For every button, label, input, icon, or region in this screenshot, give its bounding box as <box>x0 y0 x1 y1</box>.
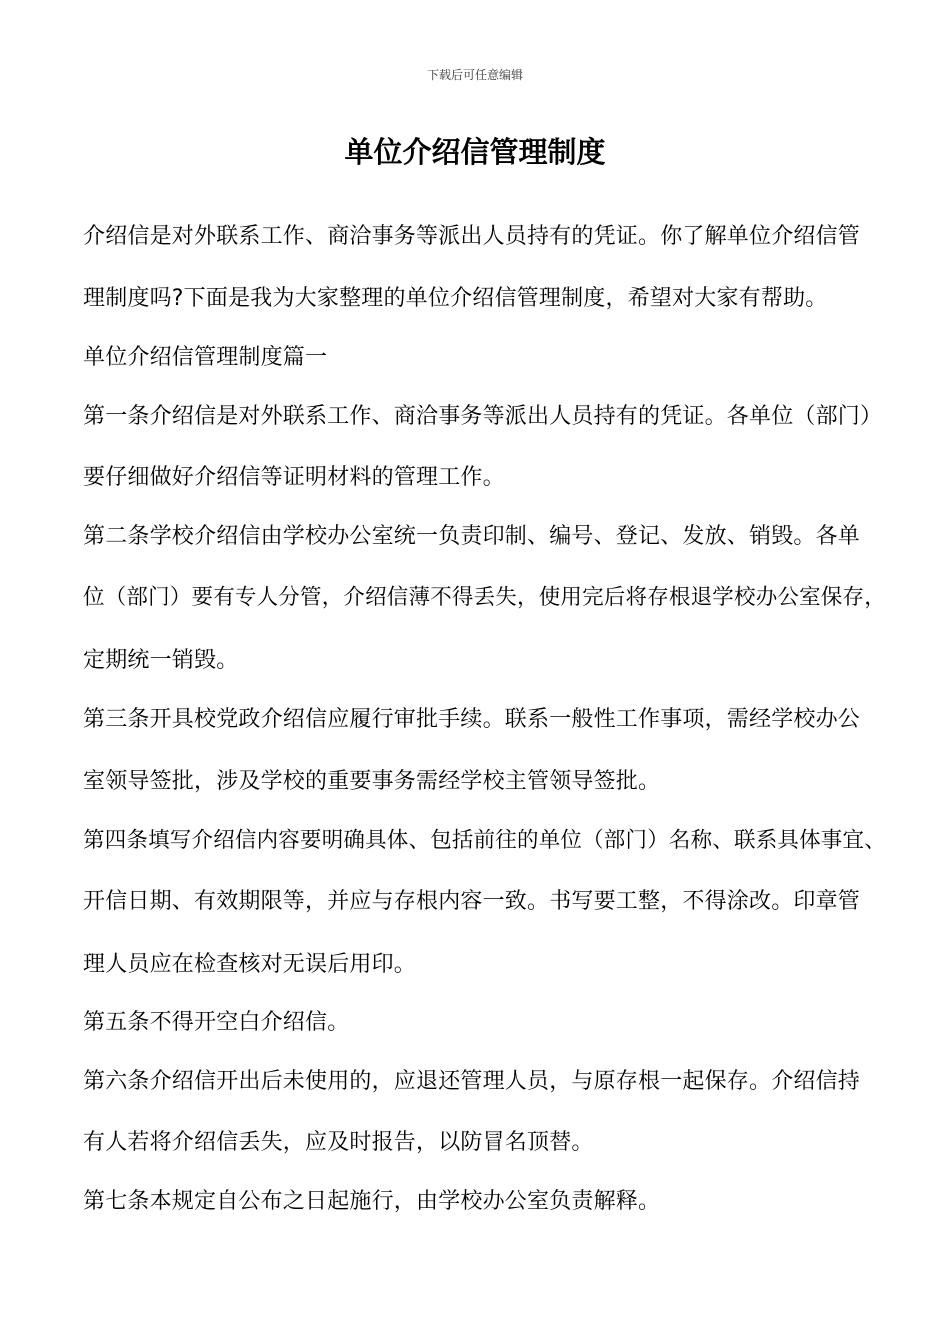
body-line: 第四条填写介绍信内容要明确具体、包括前往的单位（部门）名称、联系具体事宜、 <box>83 828 886 853</box>
section-heading: 单位介绍信管理制度篇一 <box>83 345 328 370</box>
body-line: 第二条学校介绍信由学校办公室统一负责印制、编号、登记、发放、销毁。各单 <box>83 524 861 549</box>
body-line: 介绍信是对外联系工作、商洽事务等派出人员持有的凭证。你了解单位介绍信管 <box>83 224 861 249</box>
body-line: 有人若将介绍信丢失，应及时报告，以防冒名顶替。 <box>83 1130 594 1155</box>
body-line: 室领导签批，涉及学校的重要事务需经学校主管领导签批。 <box>83 769 661 794</box>
body-line: 理制度吗?下面是我为大家整理的单位介绍信管理制度，希望对大家有帮助。 <box>83 286 828 311</box>
document-title: 单位介绍信管理制度 <box>344 135 606 169</box>
body-line: 要仔细做好介绍信等证明材料的管理工作。 <box>83 465 505 490</box>
body-line: 第一条介绍信是对外联系工作、商洽事务等派出人员持有的凭证。各单位（部门） <box>83 404 883 429</box>
body-line: 开信日期、有效期限等，并应与存根内容一致。书写要工整，不得涂改。印章管 <box>83 889 861 914</box>
body-line: 定期统一销毁。 <box>83 648 239 673</box>
body-line: 第六条介绍信开出后未使用的，应退还管理人员，与原存根一起保存。介绍信持 <box>83 1069 861 1094</box>
body-line: 理人员应在检查核对无误后用印。 <box>83 952 417 977</box>
body-line: 位（部门）要有专人分管，介绍信薄不得丢失，使用完后将存根退学校办公室保存， <box>83 585 886 610</box>
body-line: 第三条开具校党政介绍信应履行审批手续。联系一般性工作事项，需经学校办公 <box>83 707 861 732</box>
header-note: 下载后可任意编辑 <box>426 68 523 82</box>
body-line: 第七条本规定自公布之日起施行，由学校办公室负责解释。 <box>83 1189 661 1214</box>
body-line: 第五条不得开空白介绍信。 <box>83 1010 350 1035</box>
